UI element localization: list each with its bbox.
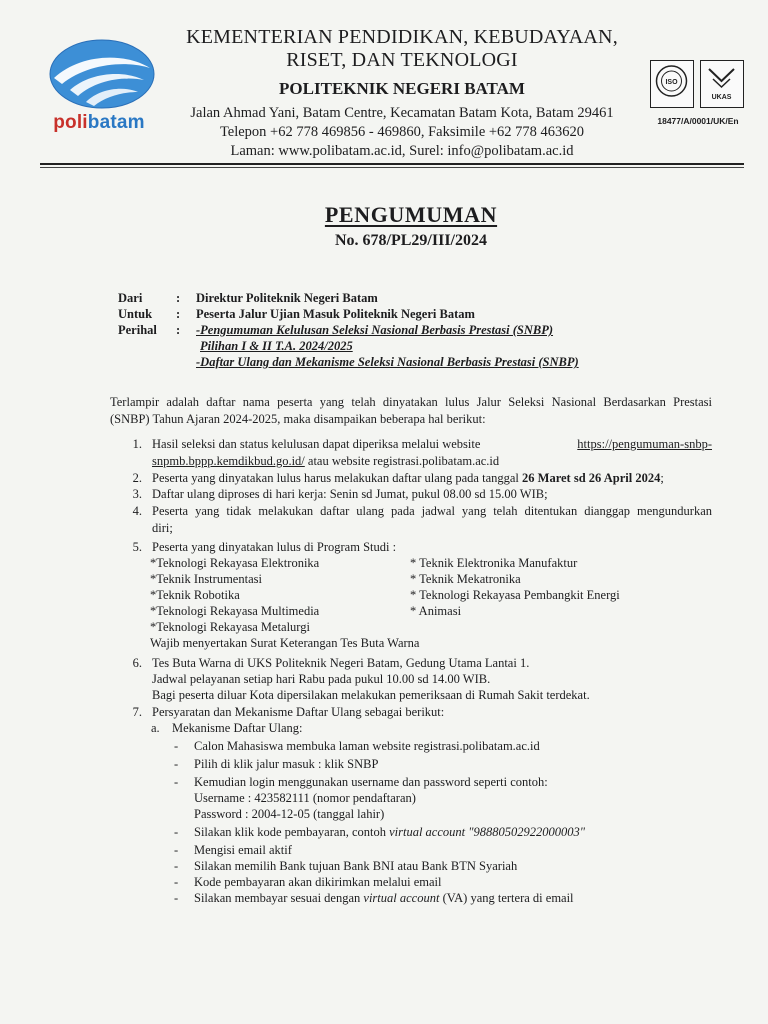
item-number: 2. [132,471,142,485]
prodi-right-3: * Animasi [410,604,462,618]
item-5-note: Wajib menyertakan Surat Keterangan Tes Buta Warna [150,636,420,650]
step-dash: - [174,825,179,839]
item-number: 4. [132,504,142,518]
step-dash: - [174,843,179,857]
step-dash: - [174,859,179,873]
logo-poli: poli [53,112,88,133]
prodi-right-0: * Teknik Elektronika Manufaktur [410,556,578,570]
intro-line-1: Terlampir adalah daftar nama peserta yang telah dinyatakan lulus Jalur Seleksi Nasional Berdasarkan Prestasi [110,395,712,409]
letterhead-rule [40,163,744,165]
announcement-number: No. 678/PL29/III/2024 [334,232,487,249]
snbp-link-cont[interactable]: snpmb.bppp.kemdikbud.go.id/ [152,454,305,468]
institution-address: Jalan Ahmad Yani, Batam Centre, Kecamatan Batam Kota, Batam 29461 [190,105,614,121]
prodi-right-1: * Teknik Mekatronika [410,572,521,586]
logo-swoosh-icon [40,38,158,110]
prodi-left-3: *Teknologi Rekayasa Multimedia [150,604,320,618]
step-5: Mengisi email aktif [194,843,292,857]
step-6: Silakan memilih Bank tujuan Bank BNI atau Bank BTN Syariah [194,859,518,873]
item-number: 3. [132,487,142,501]
ukas-mark-icon [700,60,744,108]
step-3: Kemudian login menggunakan username dan password seperti contoh: [194,775,548,789]
item-number: 5. [132,540,142,554]
intro-line-2: (SNBP) Tahun Ajaran 2024-2025, maka disampaikan beberapa hal berikut: [110,412,486,426]
snbp-link[interactable]: https://pengumuman-snbp- [577,437,712,451]
step-dash: - [174,775,179,789]
iso-seal-icon [650,60,694,108]
item-6-line-3: Bagi peserta diluar Kota dipersilakan melakukan pemeriksaan di Rumah Sakit terdekat. [152,688,590,702]
item-7a-letter: a. [151,721,160,735]
step-3-password: Password : 2004-12-05 (tanggal lahir) [194,807,385,821]
item-6-line-1: Tes Buta Warna di UKS Politeknik Negeri Batam, Gedung Utama Lantai 1. [152,656,530,670]
step-dash: - [174,875,179,889]
ukas-label: UKAS [711,94,732,101]
certification-marks [648,60,746,110]
step-1: Calon Mahasiswa membuka laman website registrasi.polibatam.ac.id [194,739,540,753]
ministry-line-1: KEMENTERIAN PENDIDIKAN, KEBUDAYAAN, [186,26,618,48]
institution-web: Laman: www.polibatam.ac.id, Surel: info@polibatam.ac.id [230,143,574,159]
step-2: Pilih di klik jalur masuk : klik SNBP [194,757,379,771]
item-number: 7. [132,705,142,719]
document-page: polibatam KEMENTERIAN PENDIDIKAN, KEBUDAYAAN, RISET, DAN TEKNOLOGI POLITEKNIK NEGERI BATAM Jalan Ahmad Yani, Batam Centre, Kecamatan Batam Kota, Batam 29461 Telepon +62 778 469856 - 469860, Faksimile +62 778 463620 Laman: www.polibatam.ac.id, Surel: info@polibatam.ac.id ISO UKAS 18477/A/0001/UK/En PENGUMUMAN No. 678/PL29/III/2024 Dari : Direktur Politeknik Negeri Batam Untuk : Peserta Jalur Ujian Masuk Politeknik Negeri Batam Perihal : -Pengumuman Kelulusan Seleksi Nasional Berbasis Prestasi (SNBP) Pilihan I & II T.A. 2024/2025 -Daftar Ulang dan Mekanisme Seleksi Nasional Berbasis Prestasi (SNBP) Terlampir adalah daftar nama peserta yang telah dinyatakan lulus Jalur Seleksi Nasional Berdasarkan Prestasi (SNBP) Tahun Ajaran 2024-2025, maka disampaikan beberapa hal berikut: 1. Hasil seleksi dan status kelulusan dapat diperiksa melalui website https://pengumuman-snbp- snpmb.bppp.kemdikbud.go.id/ atau website registrasi.polibatam.ac.id 2. Peserta yang dinyatakan lulus harus melakukan daftar ulang pada tanggal 26 Maret sd 26 April 2024; 3. Daftar ulang diproses di hari kerja: Senin sd Jumat, pukul 08.00 sd 15.00 WIB; 4. Peserta yang tidak melakukan daftar ulang pada jadwal yang telah ditentukan dianggap mengundurkan diri; 5. Peserta yang dinyatakan lulus di Program Studi : *Teknologi Rekayasa Elektronika *Teknik Instrumentasi *Teknik Robotika *Teknologi Rekayasa Multimedia *Teknologi Rekayasa Metalurgi * Teknik Elektronika Manufaktur * Teknik Mekatronika * Teknologi Rekayasa Pembangkit Energi * Animasi Wajib menyertakan Surat Keterangan Tes Buta Warna 6. Tes Buta Warna di UKS Politeknik Negeri Batam, Gedung Utama Lantai 1. Jadwal pelayanan setiap hari Rabu pada pukul 10.00 sd 14.00 WIB. Bagi peserta diluar Kota dipersilakan melakukan pemeriksaan di Rumah Sakit terdekat. 7. Persyaratan dan Mekanisme Daftar Ulang sebagai berikut: a. Mekanisme Daftar Ulang: - Calon Mahasiswa membuka laman website registrasi.polibatam.ac.id - Pilih di klik jalur masuk : klik SNBP - Kemudian login menggunakan username dan password seperti contoh: Username : 423582111 (nomor pendaftaran) Password : 2004-12-05 (tanggal lahir) - Silakan klik kode pembayaran, contoh virtual account "98880502922000003" - Mengisi email aktif - Silakan memilih Bank tujuan Bank BNI atau Bank BTN Syariah - Kode pembayaran akan dikirimkan melalui email - Silakan membayar sesuai dengan virtual account (VA) yang tertera di email [0,0,768,1024]
announcement-title: PENGUMUMAN [324,202,498,227]
item-number: 6. [132,656,142,670]
institution-phone: Telepon +62 778 469856 - 469860, Faksimile +62 778 463620 [219,124,585,140]
cert-code: 18477/A/0001/UK/En [657,116,739,126]
institution-name: POLITEKNIK NEGERI BATAM [279,79,525,98]
logo-batam: batam [87,112,145,133]
logo-wordmark [40,112,158,134]
step-7: Kode pembayaran akan dikirimkan melalui email [194,875,442,889]
prodi-left-1: *Teknik Instrumentasi [150,572,262,586]
prodi-right-2: * Teknologi Rekayasa Pembangkit Energi [410,588,620,602]
item-3: Daftar ulang diproses di hari kerja: Senin sd Jumat, pukul 08.00 sd 15.00 WIB; [152,487,548,501]
letterhead-rule-thin [40,167,744,168]
item-7a: Mekanisme Daftar Ulang: [172,721,303,735]
item-6-line-2: Jadwal pelayanan setiap hari Rabu pada pukul 10.00 sd 14.00 WIB. [152,672,491,686]
item-4-line-1: Peserta yang tidak melakukan daftar ulang pada jadwal yang telah ditentukan dianggap mengundurkan [152,504,712,518]
item-5: Peserta yang dinyatakan lulus di Program Studi : [152,540,397,554]
prodi-left-0: *Teknologi Rekayasa Elektronika [150,556,320,570]
step-dash: - [174,757,179,771]
item-1-line-2: snpmb.bppp.kemdikbud.go.id/ atau website registrasi.polibatam.ac.id [152,454,500,468]
step-dash: - [174,891,179,905]
step-3-username: Username : 423582111 (nomor pendaftaran) [194,791,416,805]
step-4: Silakan klik kode pembayaran, contoh virtual account "98880502922000003" [194,825,585,839]
step-8: Silakan membayar sesuai dengan virtual account (VA) yang tertera di email [194,891,574,905]
item-2: Peserta yang dinyatakan lulus harus melakukan daftar ulang pada tanggal 26 Maret sd 26 April 2024; [152,471,664,485]
step-dash: - [174,739,179,753]
item-4-line-2: diri; [152,521,173,535]
prodi-left-2: *Teknik Robotika [150,588,240,602]
polibatam-logo [40,38,158,138]
iso-seal-label: ISO [665,79,678,86]
item-7: Persyaratan dan Mekanisme Daftar Ulang sebagai berikut: [152,705,445,719]
item-number: 1. [132,437,142,451]
item-1-line-1: Hasil seleksi dan status kelulusan dapat diperiksa melalui website https://pengumuman-snbp- [152,437,712,451]
ministry-line-2: RISET, DAN TEKNOLOGI [286,49,518,71]
prodi-left-4: *Teknologi Rekayasa Metalurgi [150,620,310,634]
